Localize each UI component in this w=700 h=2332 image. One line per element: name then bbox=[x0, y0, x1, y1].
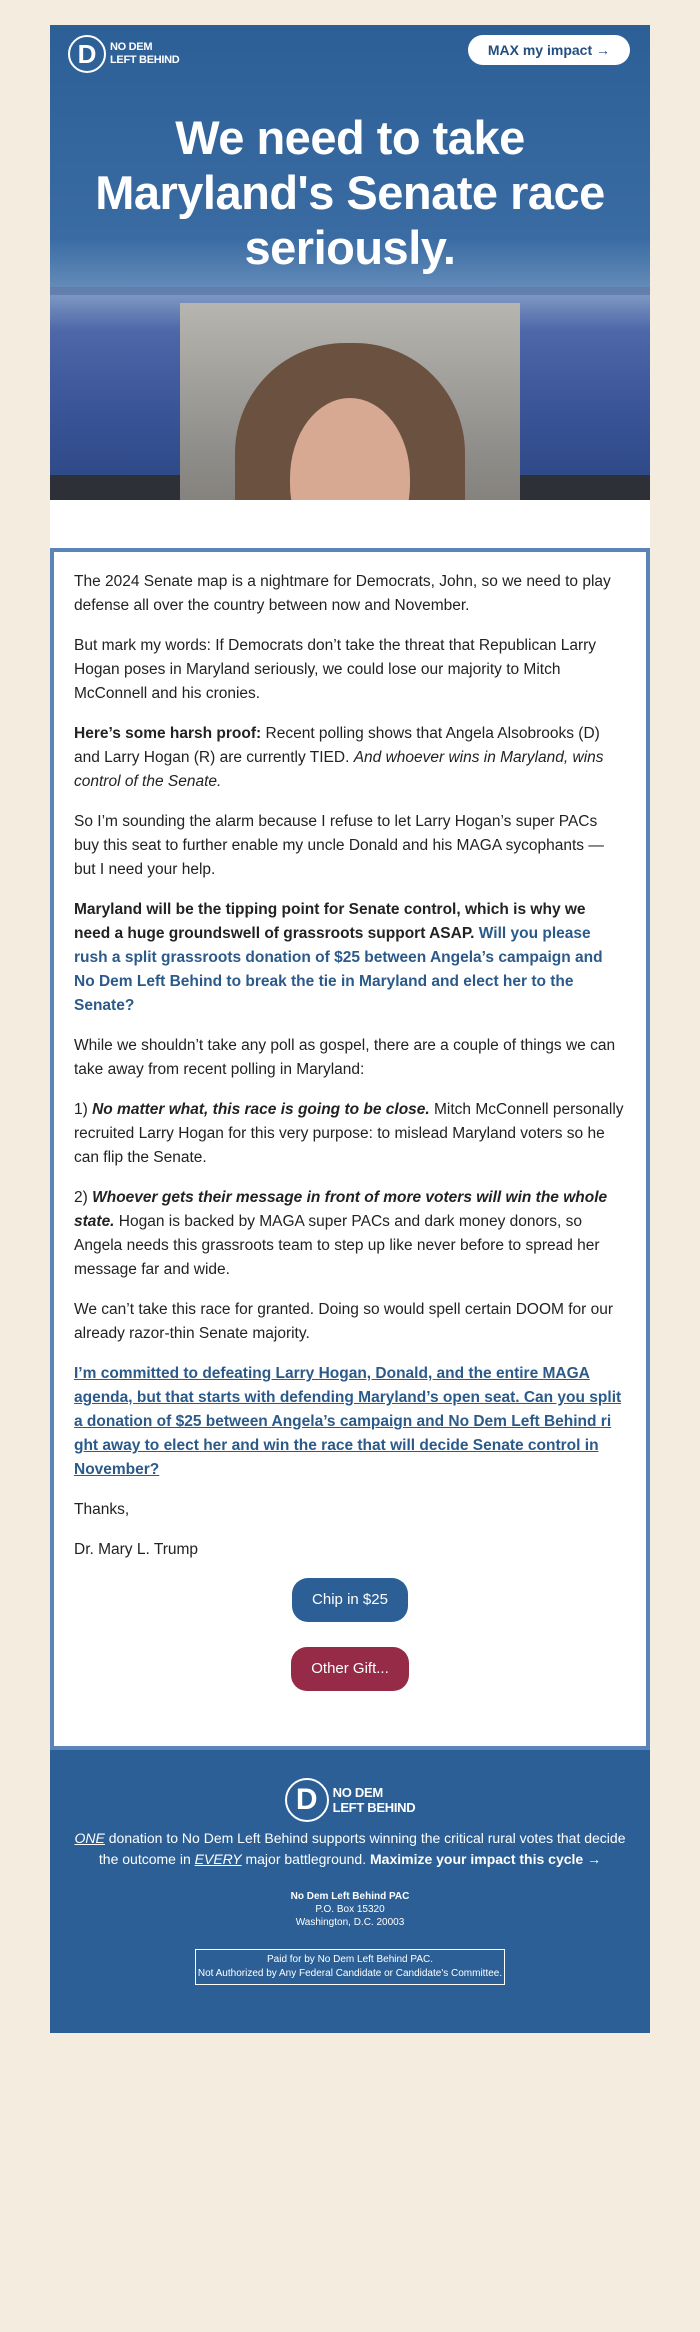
chip-in-25-button[interactable]: Chip in $25 bbox=[292, 1578, 408, 1622]
paragraph: Maryland will be the tipping point for Senate control, which is why we need a huge groundswell of grassroots support ASAP. Will you please rush a split grassroots donation of $25 between Angela’s campaign and No Dem Left Behind to break the tie in Maryland and elect her to the Senate? bbox=[74, 901, 603, 1014]
paragraph: But mark my words: If Democrats don’t take the threat that Republican Larry Hogan poses in Maryland seriously, we could lose our majority to Mitch McConnell and his cronies. bbox=[74, 637, 597, 702]
signature: Dr. Mary L. Trump bbox=[74, 1541, 199, 1558]
other-gift-button[interactable]: Other Gift... bbox=[291, 1647, 409, 1691]
paragraph: We can’t take this race for granted. Doing so would spell certain DOOM for our already razor-thin Senate majority. bbox=[74, 1301, 614, 1342]
maximize-impact-link[interactable]: Maximize your impact this cycle → bbox=[370, 1851, 602, 1867]
paragraph: Here’s some harsh proof: Recent polling shows that Angela Alsobrooks (D) and Larry Hogan (R) are currently TIED. And whoever wins in Maryland, wins control of the Senate. bbox=[74, 725, 604, 790]
logo-d-icon: D bbox=[68, 35, 106, 73]
paragraph: So I’m sounding the alarm because I refuse to let Larry Hogan’s super PACs buy this seat to further enable my uncle Donald and his MAGA sycophants — but I need your help. bbox=[74, 813, 604, 878]
footer-logo-line-2: LEFT BEHIND bbox=[332, 1800, 416, 1815]
footer-logo-line-1: NO DEM bbox=[332, 1785, 383, 1800]
footer-logo[interactable] bbox=[285, 1778, 416, 1822]
candidate-photo[interactable] bbox=[180, 303, 520, 500]
max-impact-button[interactable]: MAX my impact → bbox=[468, 35, 630, 65]
brand-logo[interactable] bbox=[68, 35, 179, 73]
mailing-address: No Dem Left Behind PAC P.O. Box 15320 Washington, D.C. 20003 bbox=[290, 1891, 410, 1928]
logo-d-icon: D bbox=[285, 1778, 329, 1822]
email-container bbox=[50, 25, 650, 2033]
paragraph: While we shouldn’t take any poll as gospel, there are a couple of things we can take away from recent polling in Maryland: bbox=[74, 1037, 616, 1078]
donation-link[interactable]: I’m committed to defeating Larry Hogan, Donald, and the entire MAGA agenda, but that starts with defending Maryland’s open seat. Can you split a donation of $25 between Angela’s campaign and No Dem Left Behind ri ght away to elect her and win the race that will decide Senate control in November? bbox=[74, 1365, 622, 1478]
headline: We need to take Maryland's Senate race seriously. bbox=[95, 111, 605, 274]
thanks: Thanks, bbox=[74, 1501, 130, 1518]
hero-banner bbox=[50, 25, 650, 500]
paragraph: 1) No matter what, this race is going to be close. Mitch McConnell personally recruited Larry Hogan for this very purpose: to mislead Maryland voters so he can flip the Senate. bbox=[74, 1101, 624, 1166]
paragraph: 2) Whoever gets their message in front of more voters will win the whole state. Hogan is backed by MAGA super PACs and dark money donors, so Angela needs this grassroots team to step up like never before to spread her message far and wide. bbox=[74, 1189, 608, 1278]
donation-ask-link[interactable]: Will you please rush a split grassroots donation of $25 between Angela’s campaign and No Dem Left Behind to break the tie in Maryland and elect her to the Senate? bbox=[74, 925, 603, 1014]
logo-line-2: LEFT BEHIND bbox=[110, 54, 180, 66]
logo-line-1: NO DEM bbox=[110, 41, 153, 53]
paid-for-disclaimer: Paid for by No Dem Left Behind PAC. Not Authorized by Any Federal Candidate or Candidate's Committee. bbox=[195, 1949, 505, 1985]
footer bbox=[50, 1750, 650, 2033]
footer-pitch: ONE donation to No Dem Left Behind supports winning the critical rural votes that decide the outcome in EVERY major battleground. Maximize your impact this cycle → bbox=[74, 1830, 626, 1867]
message-body bbox=[50, 548, 650, 1750]
paragraph: The 2024 Senate map is a nightmare for Democrats, John, so we need to play defense all over the country between now and November. bbox=[74, 573, 611, 614]
